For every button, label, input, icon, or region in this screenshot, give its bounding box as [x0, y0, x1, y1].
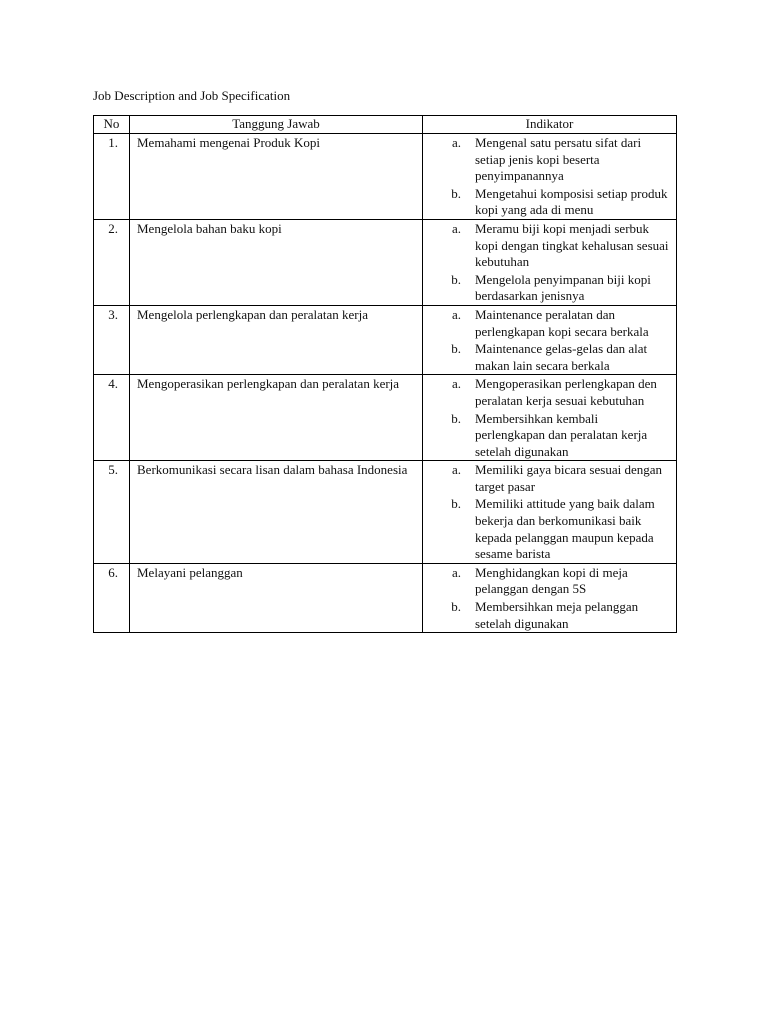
page-title: Job Description and Job Specification — [93, 88, 291, 103]
responsibility-cell: Melayani pelanggan — [130, 563, 423, 632]
indicator-list — [423, 565, 670, 632]
table-row — [94, 219, 677, 305]
indicator-letter: b. — [451, 185, 461, 201]
indicator-text: Mengoperasikan perlengkapan den peralatan kerja sesuai kebutuhan — [475, 376, 657, 408]
responsibility-cell: Mengelola perlengkapan dan peralatan kerja — [130, 305, 423, 374]
job-description-table — [93, 115, 677, 633]
header-indicator: Indikator — [423, 116, 677, 134]
indicator-item — [423, 599, 670, 632]
header-responsibility: Tanggung Jawab — [130, 116, 423, 134]
indicator-cell — [423, 134, 677, 220]
indicator-cell — [423, 563, 677, 632]
responsibility-cell: Memahami mengenai Produk Kopi — [130, 134, 423, 220]
indicator-text: Maintenance peralatan dan perlengkapan kopi secara berkala — [475, 306, 649, 339]
table-row — [94, 461, 677, 564]
table-row — [94, 305, 677, 374]
row-number: 1. — [94, 134, 130, 220]
indicator-letter: a. — [451, 376, 461, 392]
indicator-list — [423, 462, 670, 563]
indicator-item — [423, 186, 670, 219]
indicator-text: Meramu biji kopi menjadi serbuk kopi dengan tingkat kehalusan sesuai kebutuhan — [475, 220, 669, 270]
table-row — [94, 134, 677, 220]
indicator-item — [423, 376, 670, 409]
indicator-letter: a. — [451, 306, 461, 322]
indicator-cell — [423, 305, 677, 374]
row-number: 2. — [94, 219, 130, 305]
table-header-row — [94, 116, 677, 134]
row-number: 6. — [94, 563, 130, 632]
responsibility-cell: Mengelola bahan baku kopi — [130, 219, 423, 305]
indicator-text: Memiliki gaya bicara sesuai dengan target pasar — [475, 462, 662, 494]
indicator-letter: b. — [451, 496, 461, 512]
indicator-list — [423, 135, 670, 219]
responsibility-cell: Mengoperasikan perlengkapan dan peralatan kerja — [130, 375, 423, 461]
table-row — [94, 563, 677, 632]
indicator-list — [423, 307, 670, 374]
indicator-text: Mengetahui komposisi setiap produk kopi yang ada di menu — [475, 185, 668, 218]
indicator-letter: a. — [451, 462, 461, 478]
indicator-letter: b. — [451, 271, 461, 287]
indicator-item — [423, 221, 670, 271]
indicator-item — [423, 135, 670, 185]
indicator-cell — [423, 461, 677, 564]
indicator-letter: b. — [451, 341, 461, 357]
indicator-cell — [423, 375, 677, 461]
header-no: No — [94, 116, 130, 134]
indicator-text: Membersihkan meja pelanggan setelah digunakan — [475, 599, 639, 631]
indicator-list — [423, 221, 670, 305]
indicator-letter: a. — [451, 135, 461, 150]
indicator-item — [423, 496, 670, 562]
row-number: 5. — [94, 461, 130, 564]
indicator-text: Mengelola penyimpanan biji kopi berdasarkan jenisnya — [475, 271, 651, 304]
indicator-letter: a. — [451, 564, 461, 580]
table-row — [94, 375, 677, 461]
indicator-item — [423, 411, 670, 461]
indicator-text: Memiliki attitude yang baik dalam bekerja dan berkomunikasi baik kepada pelanggan maupun kepada sesame barista — [475, 496, 655, 562]
indicator-list — [423, 376, 670, 460]
indicator-text: Maintenance gelas-gelas dan alat makan lain secara berkala — [475, 341, 648, 373]
indicator-item — [423, 307, 670, 340]
indicator-text: Mengenal satu persatu sifat dari setiap jenis kopi beserta penyimpanannya — [475, 135, 642, 184]
indicator-cell — [423, 219, 677, 305]
indicator-item — [423, 272, 670, 305]
indicator-item — [423, 565, 670, 598]
indicator-text: Menghidangkan kopi di meja pelanggan dengan 5S — [475, 564, 628, 597]
indicator-letter: b. — [451, 410, 461, 426]
row-number: 3. — [94, 305, 130, 374]
indicator-letter: b. — [451, 599, 461, 615]
responsibility-cell: Berkomunikasi secara lisan dalam bahasa Indonesia — [130, 461, 423, 564]
row-number: 4. — [94, 375, 130, 461]
indicator-text: Membersihkan kembali perlengkapan dan peralatan kerja setelah digunakan — [475, 410, 648, 459]
indicator-letter: a. — [451, 220, 461, 236]
indicator-item — [423, 341, 670, 374]
indicator-item — [423, 462, 670, 495]
